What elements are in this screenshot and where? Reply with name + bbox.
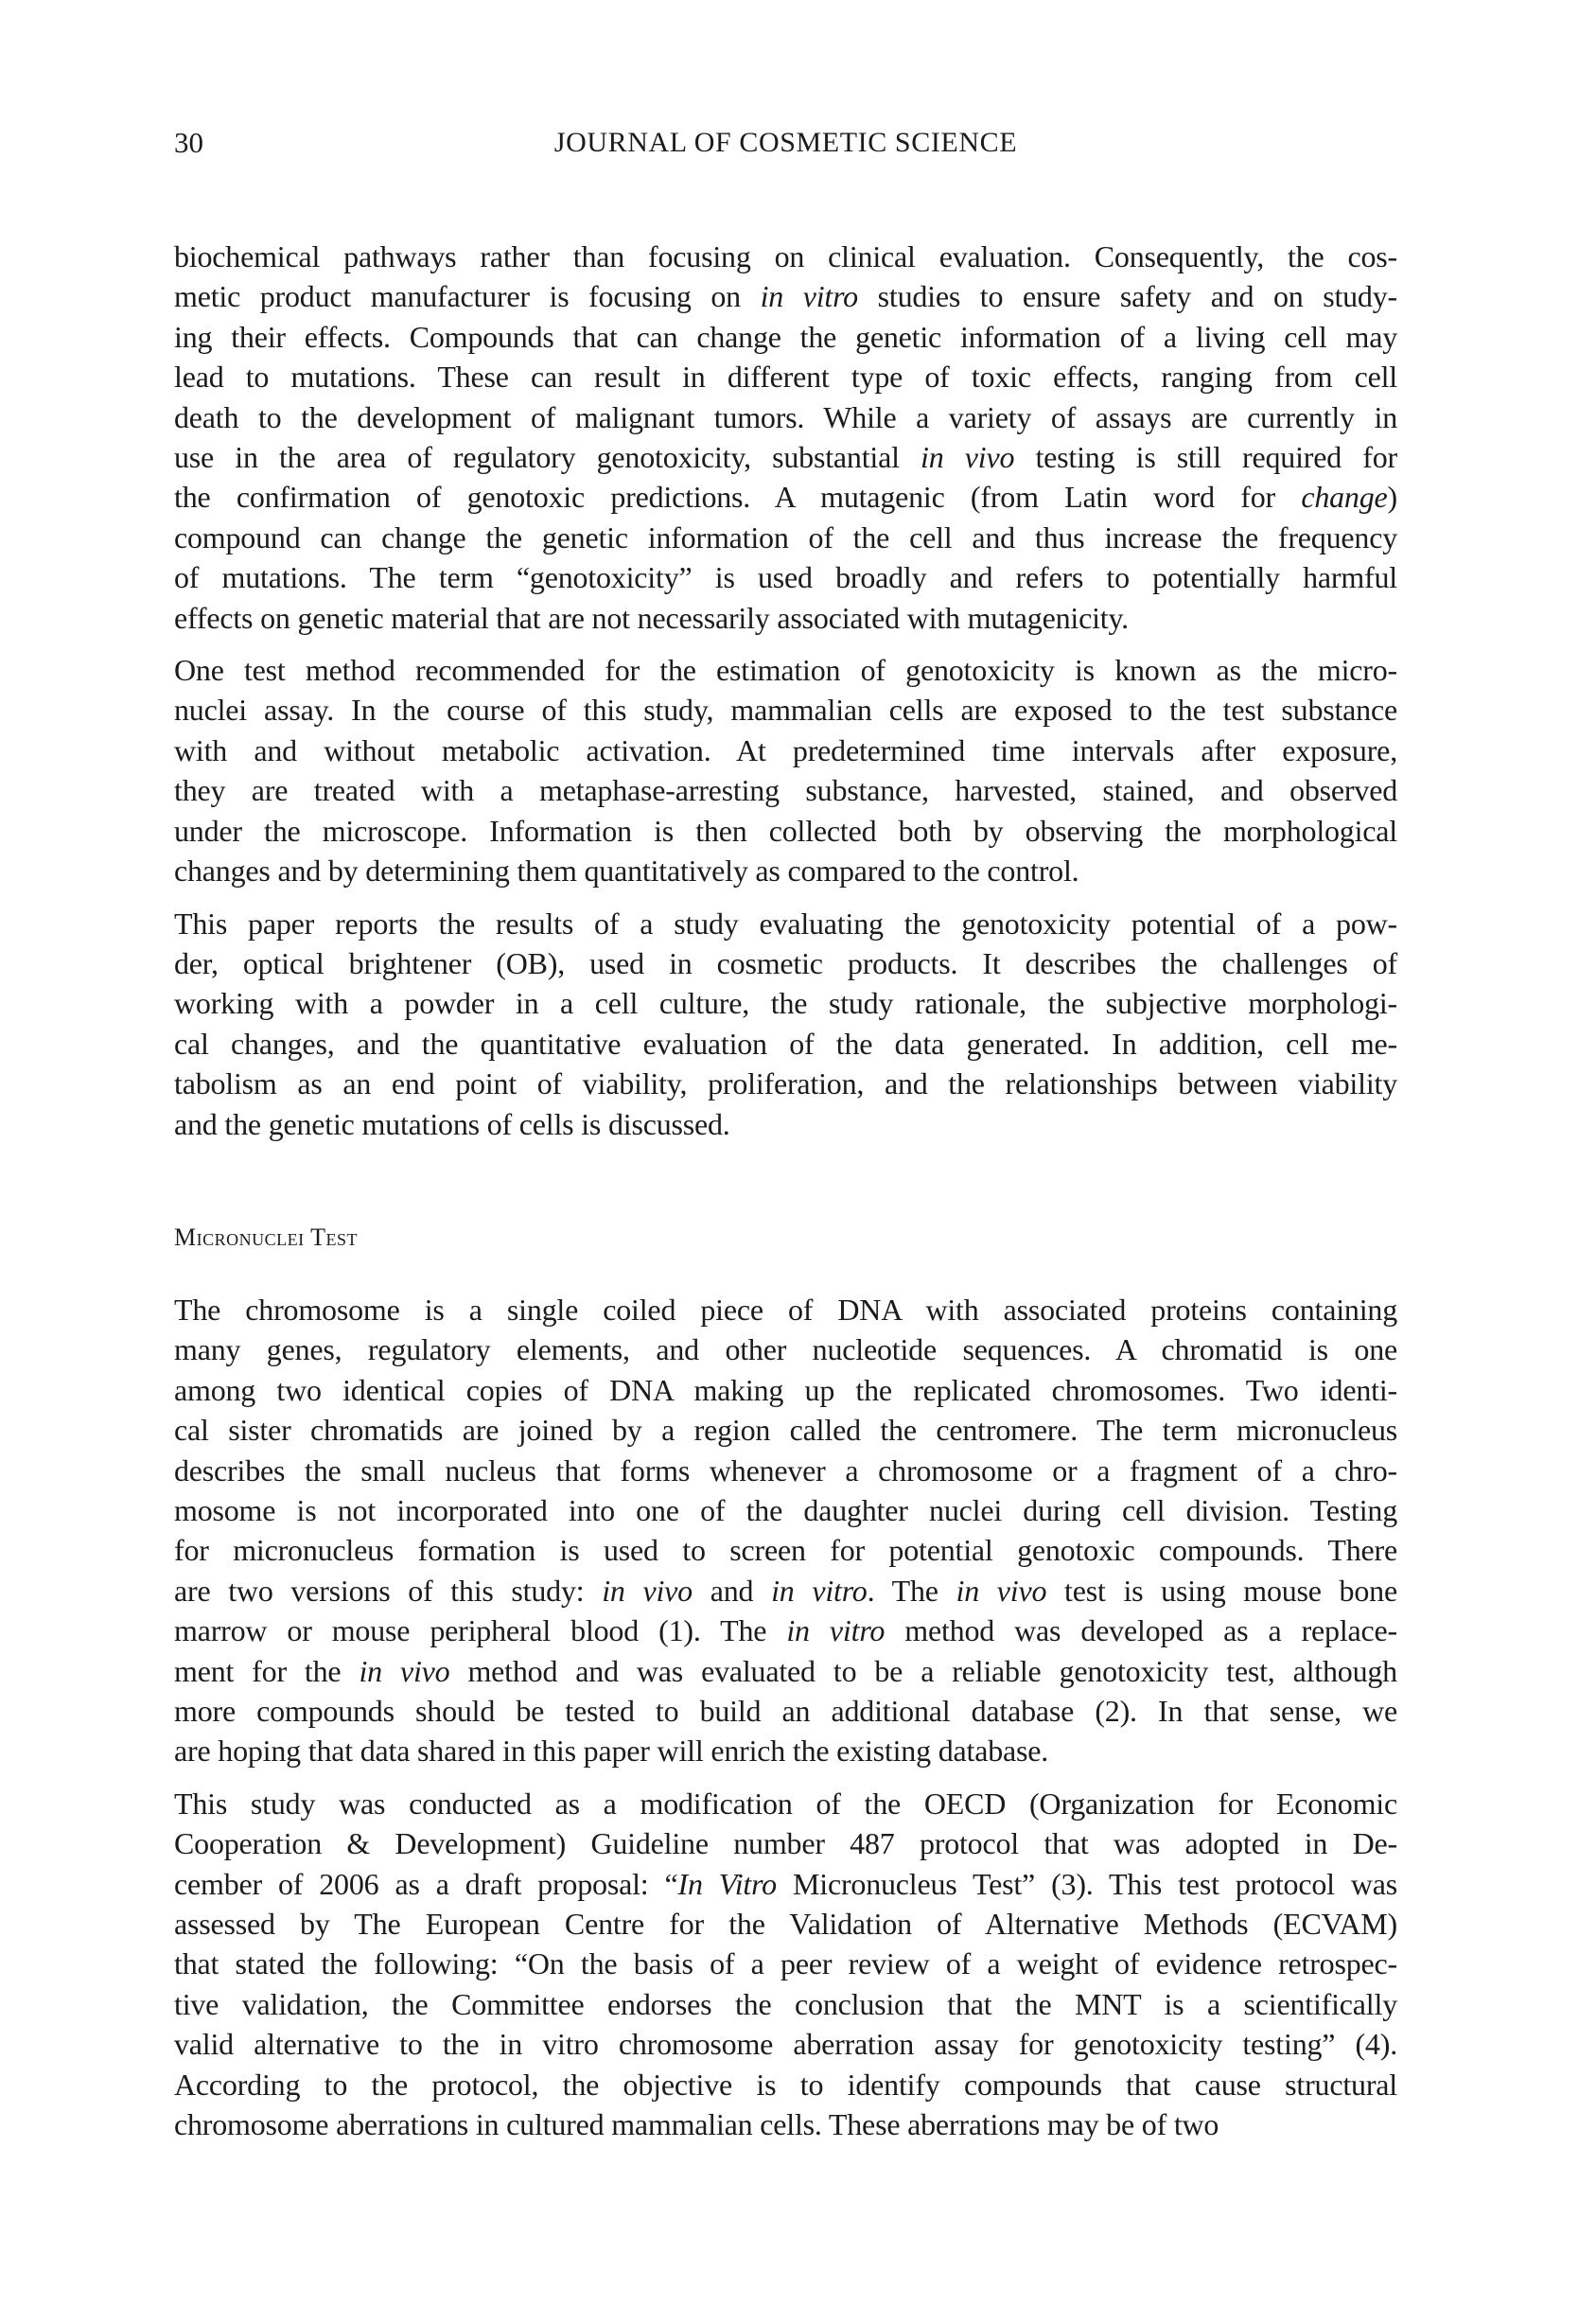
text-line: cember of 2006 as a draft proposal: “In Vitro Micronucleus Test” (3). This test protocol was: [174, 1866, 1397, 1901]
text-line: the confirmation of genotoxic predictions. A mutagenic (from Latin word for change): [174, 480, 1397, 515]
page-number: 30: [174, 126, 203, 159]
paragraph: [174, 904, 1397, 1144]
text-line: tabolism as an end point of viability, proliferation, and the relationships between viability: [174, 1066, 1397, 1101]
text-line: death to the development of malignant tumors. While a variety of assays are currently in: [174, 399, 1397, 434]
text-line: are hoping that data shared in this paper will enrich the existing database.: [174, 1734, 1049, 1769]
text-line: many genes, regulatory elements, and other nucleotide sequences. A chromatid is one: [174, 1332, 1397, 1367]
text-line: One test method recommended for the estimation of genotoxicity is known as the micro-: [174, 653, 1397, 688]
text-line: describes the small nucleus that forms whenever a chromosome or a fragment of a chro-: [174, 1452, 1397, 1487]
text-line: ment for the in vivo method and was evaluated to be a reliable genotoxicity test, although: [174, 1653, 1397, 1688]
text-line: biochemical pathways rather than focusing on clinical evaluation. Consequently, the cos-: [174, 239, 1397, 273]
running-head: JOURNAL OF COSMETIC SCIENCE: [553, 127, 1018, 158]
text-line: marrow or mouse peripheral blood (1). The in vitro method was developed as a replace-: [174, 1613, 1397, 1648]
page-header: [0, 0, 1596, 161]
text-line: that stated the following: “On the basis of a peer review of a weight of evidence retrospec-: [174, 1946, 1397, 1981]
text-line: der, optical brightener (OB), used in cosmetic products. It describes the challenges of: [174, 945, 1397, 980]
text-line: more compounds should be tested to build an additional database (2). In that sense, we: [174, 1694, 1397, 1728]
text-line: with and without metabolic activation. At predetermined time intervals after exposure,: [174, 732, 1397, 767]
paragraph: [174, 650, 1397, 890]
paragraph: [174, 237, 1397, 638]
text-line: valid alternative to the in vitro chromosome aberration assay for genotoxicity testing” (4).: [174, 2027, 1397, 2062]
text-line: changes and by determining them quantitatively as compared to the control.: [174, 854, 1079, 889]
text-line: cal changes, and the quantitative evaluation of the data generated. In addition, cell me-: [174, 1026, 1397, 1061]
text-line: cal sister chromatids are joined by a region called the centromere. The term micronucleus: [174, 1413, 1397, 1448]
text-line: use in the area of regulatory genotoxicity, substantial in vivo testing is still required for: [174, 440, 1397, 475]
paragraph: [174, 1290, 1397, 1771]
text-line: among two identical copies of DNA making up the replicated chromosomes. Two identi-: [174, 1372, 1397, 1407]
text-line: ing their effects. Compounds that can change the genetic information of a living cell may: [174, 319, 1397, 354]
section-heading: Micronuclei Test: [174, 1223, 359, 1251]
paragraph: [174, 1784, 1397, 2145]
text-line: mosome is not incorporated into one of the daughter nuclei during cell division. Testing: [174, 1492, 1397, 1527]
text-line: This study was conducted as a modification of the OECD (Organization for Economic: [174, 1786, 1397, 1821]
text-line: nuclei assay. In the course of this study, mammalian cells are exposed to the test substance: [174, 693, 1397, 728]
text-line: effects on genetic material that are not necessarily associated with mutagenicity.: [174, 600, 1129, 635]
text-line: tive validation, the Committee endorses the conclusion that the MNT is a scientifically: [174, 1986, 1397, 2021]
text-line: assessed by The European Centre for the Validation of Alternative Methods (ECVAM): [174, 1907, 1397, 1942]
text-line: chromosome aberrations in cultured mammalian cells. These aberrations may be of two: [174, 2107, 1219, 2142]
text-line: of mutations. The term “genotoxicity” is used broadly and refers to potentially harmful: [174, 560, 1397, 595]
text-line: and the genetic mutations of cells is discussed.: [174, 1106, 730, 1141]
text-line: This paper reports the results of a study evaluating the genotoxicity potential of a pow-: [174, 906, 1397, 941]
text-line: The chromosome is a single coiled piece of DNA with associated proteins containing: [174, 1292, 1397, 1327]
text-column: [174, 237, 1397, 2144]
text-line: for micronucleus formation is used to screen for potential genotoxic compounds. There: [174, 1533, 1397, 1568]
text-line: lead to mutations. These can result in different type of toxic effects, ranging from cell: [174, 360, 1397, 395]
text-line: compound can change the genetic information of the cell and thus increase the frequency: [174, 519, 1397, 554]
text-line: metic product manufacturer is focusing on in vitro studies to ensure safety and on study-: [174, 279, 1397, 314]
text-line: working with a powder in a cell culture, the study rationale, the subjective morphologi-: [174, 986, 1397, 1021]
text-line: under the microscope. Information is then collected both by observing the morphological: [174, 813, 1397, 848]
text-line: Cooperation & Development) Guideline number 487 protocol that was adopted in De-: [174, 1826, 1397, 1861]
text-line: According to the protocol, the objective is to identify compounds that cause structural: [174, 2067, 1397, 2102]
text-line: are two versions of this study: in vivo and in vitro. The in vivo test is using mouse bone: [174, 1573, 1397, 1608]
text-line: they are treated with a metaphase-arresting substance, harvested, stained, and observed: [174, 773, 1397, 808]
